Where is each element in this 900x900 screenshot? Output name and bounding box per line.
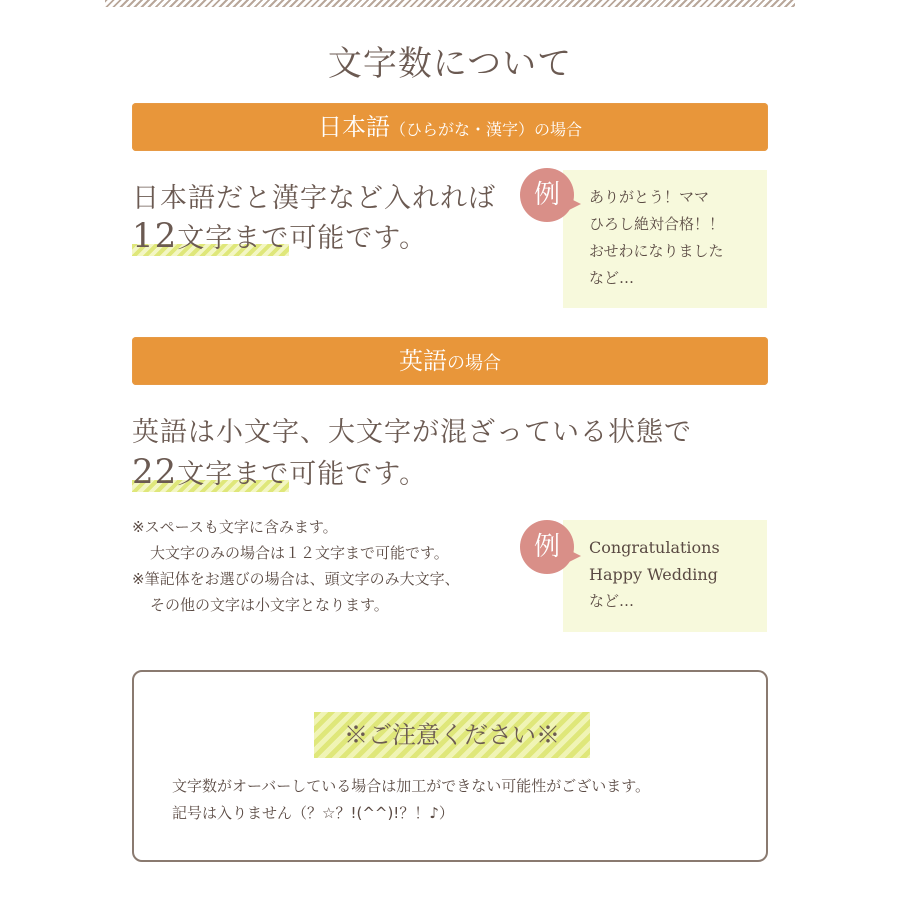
english-band-sub: の場合 (447, 353, 501, 374)
english-limit-number: 22 (132, 452, 178, 492)
japanese-band-main: 日本語 (317, 113, 390, 141)
japanese-example-line: など… (589, 269, 635, 287)
notice-line: 記号は入りません（？☆？!(^^)!？！♪） (172, 804, 454, 822)
english-limit-rest: 可能です。 (289, 459, 428, 490)
english-example-badge: 例 (520, 520, 574, 574)
note-line: 大文字のみの場合は１２文字まで可能です。 (150, 544, 449, 562)
japanese-example-line: ひろし絶対合格！！ (589, 215, 725, 233)
notice-line: 文字数がオーバーしている場合は加工ができない可能性がございます。 (172, 777, 651, 795)
english-limit-unit: 文字まで (177, 459, 290, 490)
english-example-line: Congratulations (589, 538, 720, 557)
japanese-line-2 (132, 216, 427, 256)
japanese-limit-number: 12 (132, 216, 178, 256)
notice-box (132, 670, 768, 862)
japanese-section-band (132, 103, 768, 151)
english-example-box (563, 520, 767, 632)
english-example-line: Happy Wedding (589, 565, 718, 584)
note-line: ※スペースも文字に含みます。 (132, 518, 338, 536)
japanese-example-badge: 例 (520, 168, 574, 222)
english-line-1: 英語は小文字、大文字が混ざっている状態で (132, 417, 692, 448)
japanese-limit-highlight (132, 216, 290, 256)
notice-body (172, 773, 650, 827)
note-line: ※筆記体をお選びの場合は、頭文字のみ大文字、 (132, 570, 460, 588)
english-notes (132, 514, 460, 618)
english-line-2 (132, 452, 427, 492)
english-section-band (132, 337, 768, 385)
japanese-band-sub: （ひらがな・漢字）の場合 (389, 120, 582, 139)
notice-title: ※ご注意ください※ (314, 712, 590, 758)
japanese-limit-unit: 文字まで (177, 223, 290, 254)
japanese-limit-rest: 可能です。 (289, 223, 428, 254)
page-title: 文字数について (327, 44, 573, 84)
japanese-line-1: 日本語だと漢字など入れれば (132, 183, 496, 214)
english-example-line: など… (589, 592, 635, 610)
note-line: その他の文字は小文字となります。 (150, 596, 389, 614)
english-limit-highlight (132, 452, 290, 492)
english-band-main: 英語 (399, 347, 447, 375)
japanese-example-box (563, 170, 767, 308)
japanese-example-line: ありがとう！ママ (589, 188, 710, 206)
japanese-example-line: おせわになりました (589, 242, 724, 260)
top-decorative-rule (105, 0, 795, 7)
